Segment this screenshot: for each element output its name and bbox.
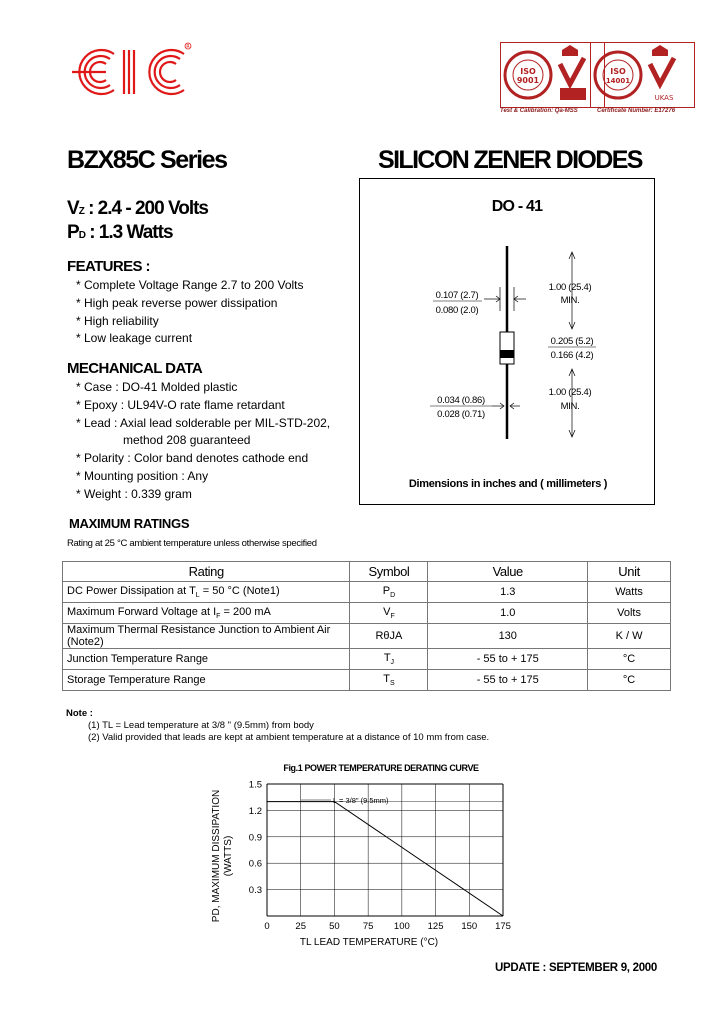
- x-tick-label: 175: [495, 921, 511, 932]
- x-tick-label: 0: [264, 921, 270, 932]
- list-item: method 208 guaranteed: [123, 433, 251, 448]
- y-axis-label: PD, MAXIMUM DISSIPATION: [211, 789, 222, 923]
- features-list: [76, 277, 304, 348]
- table-row: [63, 624, 671, 649]
- symbol-cell: $T_J$: [350, 649, 428, 670]
- y-tick-label: 0.6: [248, 858, 262, 870]
- value-cell: 130: [428, 624, 588, 649]
- mechanical-heading: MECHANICAL DATA: [67, 360, 203, 377]
- rating-cell: Storage Temperature Range: [63, 670, 350, 691]
- x-axis-label: TL LEAD TEMPERATURE (°C): [299, 937, 439, 948]
- vz-spec: VZ : 2.4 - 200 Volts: [67, 198, 209, 219]
- unit-cell: °C: [588, 649, 671, 670]
- col-symbol: Symbol: [350, 562, 428, 582]
- list-item: * Epoxy : UL94V-O rate flame retardant: [76, 397, 285, 412]
- lead-bottom-length: 1.00 (25.4): [548, 387, 592, 398]
- chart-title: Fig.1 POWER TEMPERATURE DERATING CURVE: [283, 763, 479, 773]
- derating-curve: [267, 802, 503, 916]
- value-cell: 1.3: [428, 582, 588, 603]
- x-tick-label: 125: [427, 921, 444, 932]
- x-tick-label: 50: [329, 921, 340, 932]
- package-outline-box: [359, 178, 655, 505]
- unit-cell: K / W: [588, 624, 671, 649]
- list-item: * Polarity : Color band denotes cathode end: [76, 451, 309, 466]
- rating-cell: Junction Temperature Range: [63, 649, 350, 670]
- y-axis-label-units: (WATTS): [223, 835, 234, 877]
- col-unit: Unit: [588, 562, 671, 582]
- ratings-heading: MAXIMUM RATINGS: [69, 516, 190, 531]
- features-heading: FEATURES :: [67, 258, 150, 275]
- body-length-max: 0.205 (5.2): [550, 336, 594, 347]
- x-tick-label: 75: [362, 921, 374, 932]
- unit-cell: Volts: [588, 603, 671, 624]
- iso14001-cert-badge: [590, 42, 695, 108]
- list-item: * Case : DO-41 Molded plastic: [76, 380, 238, 394]
- symbol-cell: $P_D$: [350, 582, 428, 603]
- table-header-row: [63, 562, 671, 582]
- lead-diameter-max: 0.034 (0.86): [437, 395, 485, 406]
- ratings-condition: Rating at 25 °C ambient temperature unless otherwise specified: [67, 538, 317, 549]
- col-rating: Rating: [63, 562, 350, 582]
- list-item: * Weight : 0.339 gram: [76, 486, 192, 501]
- list-item: * Low leakage current: [76, 331, 193, 346]
- table-row: [63, 603, 671, 624]
- body-diameter-min: 0.080 (2.0): [435, 305, 479, 316]
- svg-text:14001: 14001: [605, 77, 631, 85]
- product-title: SILICON ZENER DIODES: [378, 146, 642, 174]
- body-diameter-max: 0.107 (2.7): [435, 290, 479, 301]
- package-name: DO - 41: [491, 198, 543, 215]
- dimensions-caption: Dimensions in inches and ( millimeters ): [408, 478, 608, 490]
- symbol-cell: RθJA: [350, 624, 428, 649]
- table-row: [63, 649, 671, 670]
- unit-cell: °C: [588, 670, 671, 691]
- note-heading: Note :: [66, 708, 93, 719]
- unit-cell: Watts: [588, 582, 671, 603]
- y-tick-label: 1.5: [248, 779, 262, 791]
- svg-text:ISO: ISO: [610, 67, 626, 76]
- y-tick-label: 1.2: [248, 805, 262, 817]
- col-value: Value: [428, 562, 588, 582]
- note-2: (2) Valid provided that leads are kept at ambient temperature at a distance of 10 mm from case.: [88, 732, 490, 743]
- curve-annotation: L = 3/8" (9.5mm): [333, 796, 389, 805]
- cert-caption-left: Test & Calibration: Qa-MSS: [500, 108, 578, 114]
- x-tick-label: 25: [295, 921, 307, 932]
- x-tick-label: 150: [461, 921, 478, 932]
- note-1: (1) TL = Lead temperature at 3/8 " (9.5mm) from body: [88, 720, 314, 731]
- svg-text:R: R: [186, 44, 190, 50]
- list-item: * Mounting position : Any: [76, 468, 209, 483]
- list-item: * Complete Voltage Range 2.7 to 200 Volts: [76, 278, 304, 292]
- rating-cell: DC Power Dissipation at $T_L = 50$ °C (Note1): [63, 582, 350, 603]
- list-item: * High reliability: [76, 313, 159, 328]
- value-cell: - 55 to + 175: [428, 649, 588, 670]
- svg-text:9001: 9001: [516, 76, 540, 85]
- rating-cell: Maximum Forward Voltage at $I_F = 200$ mA: [63, 603, 350, 624]
- list-item: * Lead : Axial lead solderable per MIL-STD-202,: [76, 415, 331, 430]
- cert-caption-right: Certificate Number: E17276: [597, 108, 676, 114]
- symbol-cell: $T_S$: [350, 670, 428, 691]
- svg-text:ISO: ISO: [520, 67, 536, 76]
- pd-spec: PD : 1.3 Watts: [67, 222, 173, 243]
- table-row: [63, 670, 671, 691]
- series-title: BZX85C Series: [67, 146, 227, 174]
- value-cell: 1.0: [428, 603, 588, 624]
- y-tick-label: 0.3: [248, 885, 262, 897]
- lead-diameter-min: 0.028 (0.71): [437, 409, 485, 420]
- x-tick-label: 100: [393, 921, 410, 932]
- mechanical-list: [76, 379, 330, 504]
- rating-cell: Maximum Thermal Resistance Junction to Ambient Air (Note2): [63, 624, 350, 649]
- y-tick-label: 0.9: [248, 832, 262, 844]
- list-item: * High peak reverse power dissipation: [76, 295, 278, 310]
- derating-chart: [205, 760, 525, 952]
- value-cell: - 55 to + 175: [428, 670, 588, 691]
- lead-top-length: 1.00 (25.4): [548, 282, 592, 293]
- ratings-table: [62, 561, 671, 691]
- update-date: UPDATE : SEPTEMBER 9, 2000: [495, 962, 657, 974]
- do41-drawing: [360, 179, 654, 504]
- table-row: [63, 582, 671, 603]
- lead-top-min: MIN.: [560, 295, 580, 306]
- eic-logo: [62, 42, 192, 100]
- lead-bottom-min: MIN.: [560, 401, 580, 412]
- body-length-min: 0.166 (4.2): [550, 350, 594, 361]
- symbol-cell: $V_F$: [350, 603, 428, 624]
- svg-text:UKAS: UKAS: [654, 94, 674, 102]
